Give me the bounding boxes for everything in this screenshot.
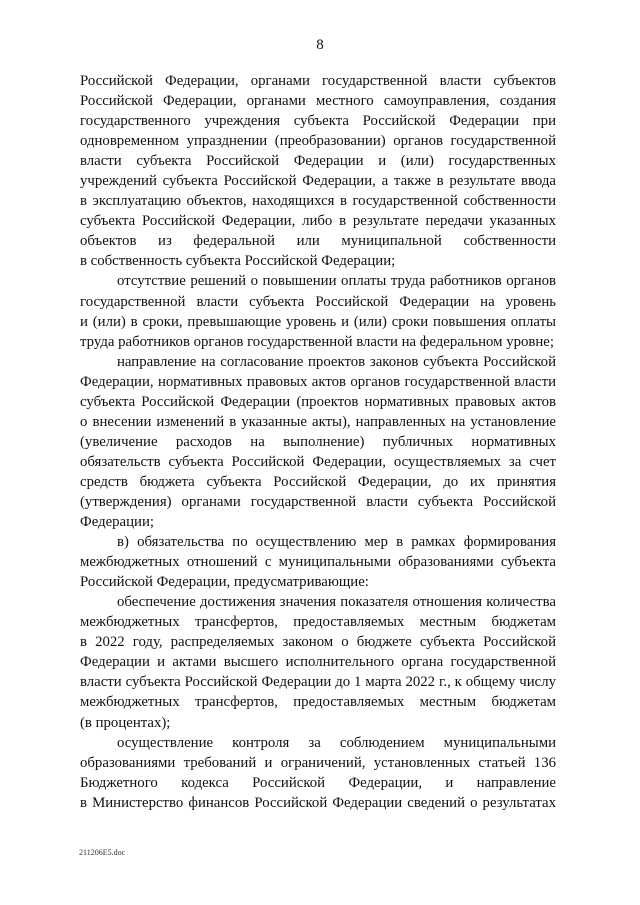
text-line: обеспечение достижения значения показателя отношения количества [117, 594, 556, 611]
paragraph [80, 532, 556, 592]
text-line: одновременном упразднении (преобразовании) органов государственной [80, 133, 556, 150]
text-line: межбюджетных трансфертов, предоставляемых местным бюджетам [80, 614, 556, 631]
text-line: субъекта Российской Федерации, либо в результате передачи указанных [80, 213, 556, 230]
paragraph [80, 352, 556, 532]
text-line: Федерации, нормативных правовых актов органов государственной власти [80, 373, 556, 390]
text-line: (в процентах); [80, 714, 171, 731]
text-line: образованиями требований и ограничений, установленных статьей 136 [80, 754, 556, 771]
text-line: межбюджетных отношений с муниципальными образованиями субъекта [80, 554, 556, 571]
text-line: Российской Федерации, предусматривающие: [80, 574, 369, 591]
text-line: Российской Федерации, органами государственной власти субъектов [80, 73, 556, 89]
text-line: власти субъекта Российской Федерации до 1 марта 2022 г., к общему числу [80, 674, 556, 691]
text-line: государственной власти субъекта Российской Федерации на уровень [80, 293, 556, 310]
text-line: объектов из федеральной или муниципальной собственности [80, 233, 556, 250]
text-line: власти субъекта Российской Федерации и (или) государственных [80, 153, 556, 170]
page-number: 8 [316, 37, 324, 53]
text-line: в эксплуатацию объектов, находящихся в государственной собственности [80, 193, 556, 210]
text-line: (увеличение расходов на выполнение) публичных нормативных [80, 433, 556, 450]
text-line: учреждений субъекта Российской Федерации, а также в результате ввода [80, 173, 556, 190]
text-line: в) обязательства по осуществлению мер в рамках формирования [117, 534, 556, 551]
footer-file-name: 211206E5.doc [79, 848, 126, 857]
text-line: осуществление контроля за соблюдением муниципальными [117, 734, 556, 751]
text-line: Бюджетного кодекса Российской Федерации, и направление [80, 774, 556, 791]
text-line: субъекта Российской Федерации (проектов нормативных правовых актов [80, 393, 556, 410]
text-line: обязательств субъекта Российской Федерации, осуществляемых за счет [80, 453, 556, 470]
text-line: труда работников органов государственной власти на федеральном уровне; [80, 333, 554, 350]
text-line: средств бюджета субъекта Российской Федерации, до их принятия [80, 473, 556, 490]
text-line: Федерации и актами высшего исполнительного органа государственной [80, 654, 556, 671]
paragraph [80, 71, 556, 271]
text-line: государственного учреждения субъекта Российской Федерации при [80, 113, 556, 130]
text-line: в собственность субъекта Российской Федерации; [80, 253, 396, 270]
text-line: о внесении изменений в указанные акты), направленных на установление [80, 413, 556, 430]
text-line: отсутствие решений о повышении оплаты труда работников органов [117, 273, 556, 290]
text-line: межбюджетных трансфертов, предоставляемых местным бюджетам [80, 694, 556, 711]
text-line: в Министерство финансов Российской Федерации сведений о результатах [80, 794, 556, 811]
document-body [80, 71, 556, 813]
text-line: Российской Федерации, органами местного самоуправления, создания [80, 93, 556, 110]
paragraph [80, 271, 556, 351]
text-line: направление на согласование проектов законов субъекта Российской [117, 353, 556, 370]
text-line: в 2022 году, распределяемых законом о бюджете субъекта Российской [80, 634, 556, 651]
text-line: и (или) в сроки, превышающие уровень и (или) сроки повышения оплаты [80, 313, 556, 330]
paragraph [80, 733, 556, 813]
text-line: Федерации; [80, 514, 154, 531]
text-line: (утверждения) органами государственной власти субъекта Российской [80, 493, 556, 510]
paragraph [80, 592, 556, 732]
